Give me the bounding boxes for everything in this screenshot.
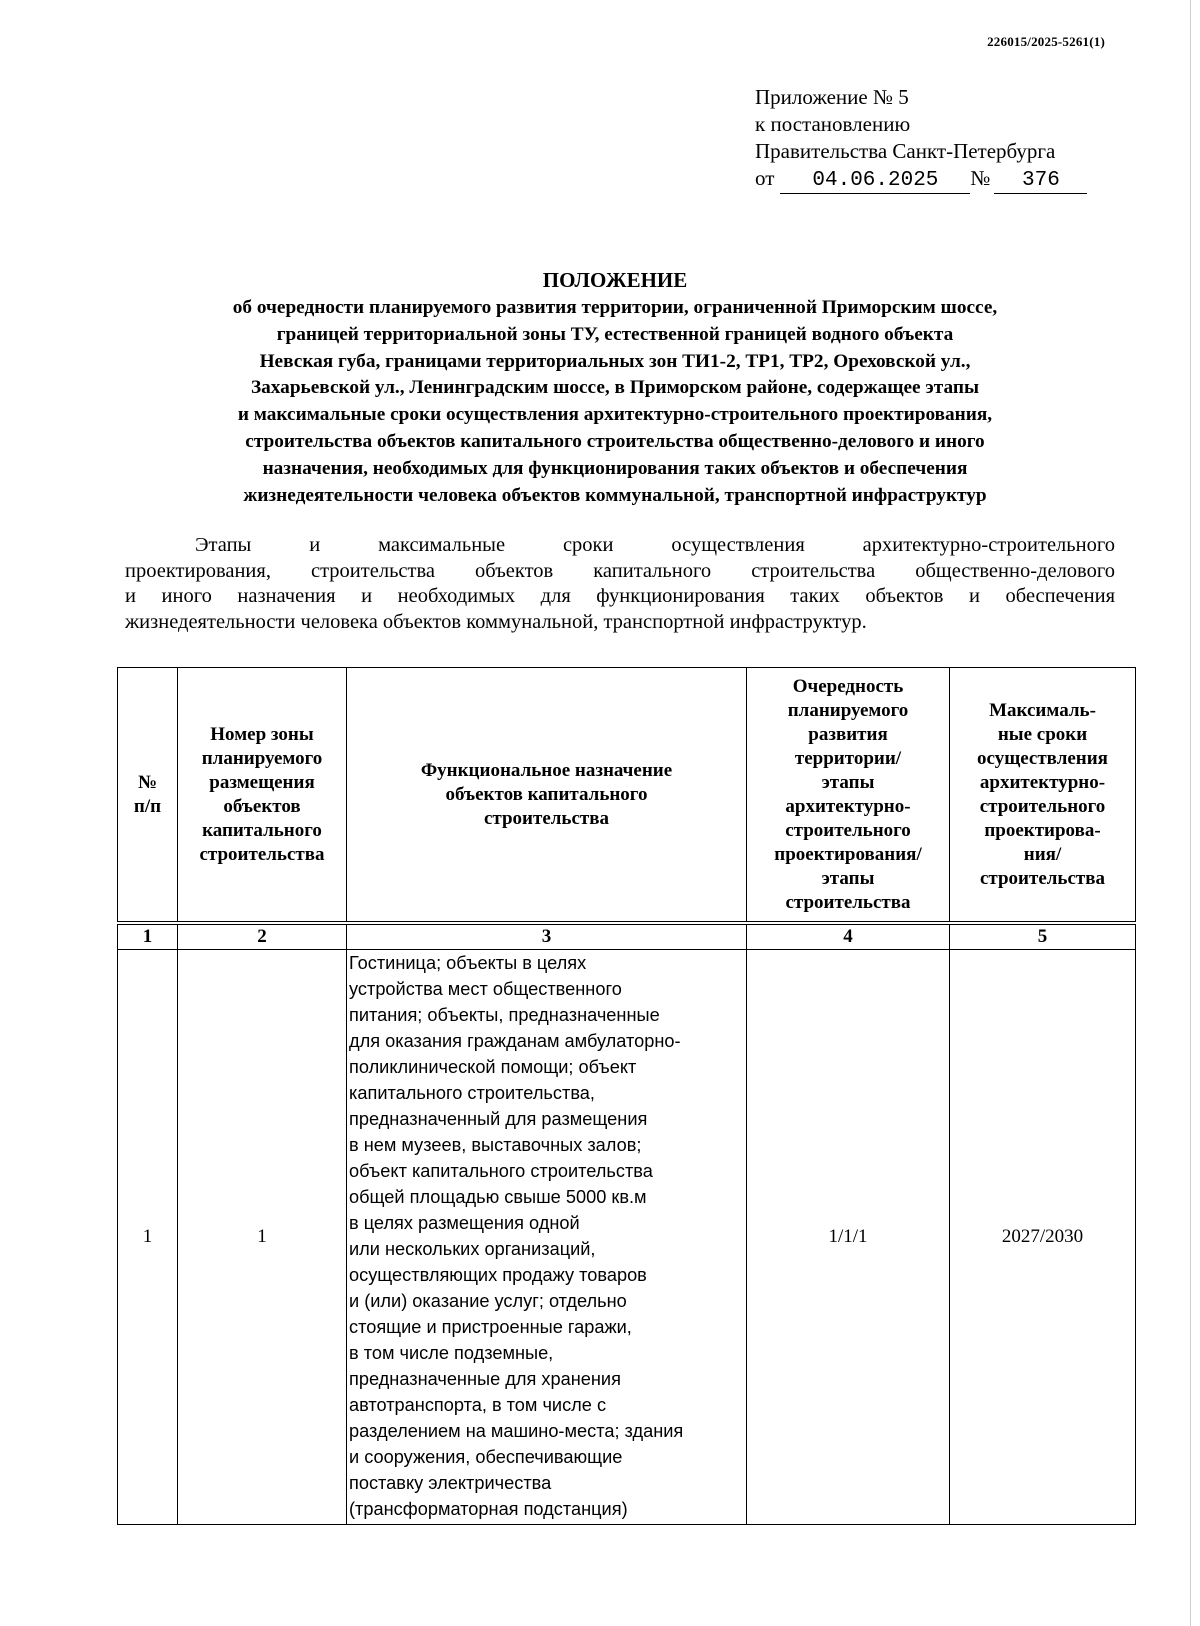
function-line: осуществляющих продажу товаров [349,1265,647,1285]
document-subtitle [120,295,1110,509]
decree-number: 376 [994,169,1087,194]
function-line: в нем музеев, выставочных залов; [349,1135,642,1155]
function-line: автотранспорта, в том числе с [349,1395,607,1415]
header-text: размещения [209,771,315,793]
header-text: проектирова- [984,819,1101,841]
column-number: 4 [747,923,950,950]
subtitle-line: Невская губа, границами территориальных зон ТИ1-2, ТР1, ТР2, Ореховской ул., [259,350,971,372]
subtitle-line: строительства объектов капитального строительства общественно-делового и иного [245,430,985,452]
header-text: строительного [785,819,911,841]
function-line: (трансформаторная подстанция) [349,1499,628,1519]
scan-edge-line [1190,0,1191,1626]
subtitle-line: жизнедеятельности человека объектов коммунальной, транспортной инфраструктур [243,484,987,506]
header-text: планируемого [787,699,909,721]
header-text: ные сроки [997,723,1088,745]
function-line: поставку электричества [349,1473,552,1493]
header-text: Максималь- [989,699,1096,721]
row-deadlines: 2027/2030 [950,950,1136,1525]
header-text: капитального [202,819,322,841]
function-line: или нескольких организаций, [349,1239,596,1259]
header-deadlines [950,668,1136,924]
header-text: архитектурно- [785,795,911,817]
decree-date: 04.06.2025 [780,169,970,194]
header-text: планируемого [201,747,323,769]
header-text: Очередность [792,675,904,697]
header-text: строительства [483,807,609,829]
row-number: 1 [118,950,178,1525]
registration-number: 226015/2025-5261(1) [987,34,1105,49]
header-text: объектов [223,795,301,817]
function-line: предназначенные для хранения [349,1369,621,1389]
intro-line: и иного назначения и необходимых для функционирования таких объектов и обеспечения [125,585,1115,607]
function-line: питания; объекты, предназначенные [349,1005,660,1025]
function-line: устройства мест общественного [349,979,622,999]
intro-line: жизнедеятельности человека объектов коммунальной, транспортной инфраструктур. [125,610,867,633]
intro-line: проектирования, строительства объектов капитального строительства общественно-делового [125,559,1115,582]
header-function [347,668,747,924]
subtitle-line: назначения, необходимых для функционирования таких объектов и обеспечения [262,457,968,479]
header-text: осуществления [977,747,1108,769]
table-row [118,950,1136,1525]
header-text: строительного [979,795,1106,817]
function-line: объект капитального строительства [349,1161,653,1181]
header-text: строительства [785,891,911,913]
stages-table [117,667,1136,1525]
function-line: общей площадью свыше 5000 кв.м [349,1187,647,1207]
subtitle-line: Захарьевской ул., Ленинградским шоссе, в Приморском районе, содержащее этапы [250,377,980,399]
appendix-line-1: Приложение № 5 [755,85,909,109]
header-text: ния/ [1023,843,1062,865]
table-header-row [118,668,1136,924]
function-line: разделением на машино-места; здания [349,1421,684,1441]
header-text: объектов капитального [445,783,648,805]
function-line: в целях размещения одной [349,1213,580,1233]
column-number: 3 [347,923,747,950]
row-function [347,950,747,1525]
header-text: п/п [133,795,162,817]
header-text: № [137,771,158,793]
header-zone [178,668,347,924]
intro-line: Этапы и максимальные сроки осуществления архитектурно-строительного [195,534,1115,556]
column-number: 1 [118,923,178,950]
function-line: стоящие и пристроенные гаражи, [349,1317,632,1337]
header-text: строительства [979,867,1105,889]
header-stages [747,668,950,924]
header-text: архитектурно- [979,771,1106,793]
intro-paragraph [125,533,1115,635]
header-text: развития [808,723,888,745]
function-line: Гостиница; объекты в целях [349,953,587,973]
header-text: этапы [821,867,875,889]
function-line: капитального строительства, [349,1083,595,1103]
header-text: Номер зоны [210,723,314,745]
header-number [118,668,178,924]
function-line: предназначенный для размещения [349,1109,648,1129]
header-text: Функциональное назначение [420,759,673,781]
column-number-row [118,923,1136,950]
header-text: строительства [199,843,325,865]
function-line: и (или) оказание услуг; отдельно [349,1291,627,1311]
header-text: территории/ [794,747,902,769]
subtitle-line: об очередности планируемого развития территории, ограниченной Приморским шоссе, [232,297,998,318]
appendix-date-line [755,165,1087,194]
number-label: № [970,166,991,190]
appendix-line-3: Правительства Санкт-Петербурга [755,139,1056,163]
appendix-line-2: к постановлению [755,112,911,136]
subtitle-line: и максимальные сроки осуществления архитектурно-строительного проектирования, [237,404,993,426]
function-line: в том числе подземные, [349,1343,554,1363]
from-label: от [755,166,775,190]
column-number: 5 [950,923,1136,950]
document-title: ПОЛОЖЕНИЕ [542,268,688,292]
row-stages: 1/1/1 [747,950,950,1525]
row-zone: 1 [178,950,347,1525]
function-line: поликлинической помощи; объект [349,1057,637,1077]
header-text: проектирования/ [774,843,922,865]
subtitle-line: границей территориальной зоны ТУ, естественной границей водного объекта [276,323,954,345]
function-line: для оказания гражданам амбулаторно- [349,1031,681,1051]
appendix-block [755,84,1087,194]
function-line: и сооружения, обеспечивающие [349,1447,623,1467]
header-text: этапы [821,771,875,793]
column-number: 2 [178,923,347,950]
